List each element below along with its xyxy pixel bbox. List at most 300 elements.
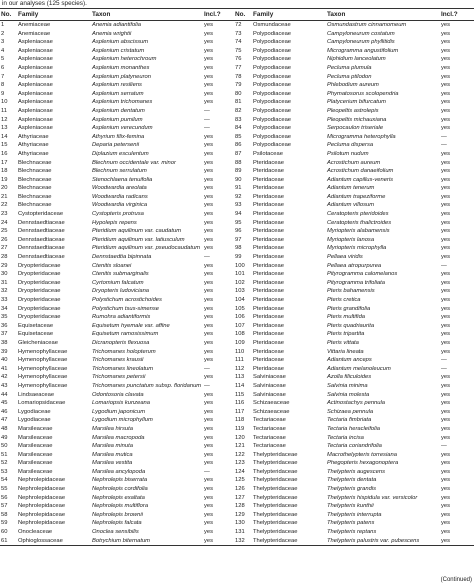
cell-taxon: Thelypteris reptans	[327, 529, 377, 536]
cell-taxon: Equisetum ramosissimum	[92, 331, 159, 338]
cell-family: Psilotaceae	[253, 150, 283, 157]
cell-family: Thelypteridaceae	[252, 537, 326, 546]
cell-included: yes	[204, 262, 214, 269]
cell-taxon: Asplenium verecundum	[92, 125, 153, 132]
cell-family: Salviniaceae	[253, 391, 286, 398]
cell-family: Athyriaceae	[18, 133, 49, 140]
cell-no: 19	[1, 176, 8, 183]
cell-family: Tectariaceae	[253, 417, 286, 424]
table-row	[0, 253, 474, 262]
cell-included: yes	[204, 460, 214, 467]
cell-no: 6	[1, 64, 5, 71]
cell-included: yes	[441, 503, 451, 510]
cell-taxon: Pityrogramma calomelanos	[327, 271, 398, 278]
cell-no: 7	[1, 73, 5, 80]
cell-included: yes	[204, 271, 214, 278]
cell-no: 83	[235, 116, 242, 123]
cell-included: —	[204, 468, 210, 475]
cell-family: Equisetaceae	[18, 322, 54, 329]
cell-family: Pteridaceae	[253, 245, 284, 252]
cell-included: yes	[441, 211, 451, 218]
cell-taxon: Schizaea pennula	[327, 408, 374, 415]
cell-included: yes	[204, 202, 214, 209]
col-header-no: No.	[0, 9, 17, 21]
cell-no: 41	[1, 365, 8, 372]
cell-included: yes	[204, 73, 214, 80]
cell-included: yes	[440, 537, 474, 546]
cell-family: Marsileaceae	[18, 468, 53, 475]
cell-taxon: Ctenitis sloanei	[92, 262, 132, 269]
cell-family: Pteridaceae	[253, 236, 284, 243]
cell-family: Pteridaceae	[253, 305, 284, 312]
cell-included: —	[441, 133, 447, 140]
table-row	[0, 476, 474, 485]
cell-included: yes	[204, 322, 214, 329]
cell-taxon: Adiantum tenerum	[327, 185, 375, 192]
cell-no: 103	[235, 288, 245, 295]
cell-family: Aspleniaceae	[18, 56, 53, 63]
cell-included: yes	[204, 47, 214, 54]
cell-included: yes	[441, 529, 451, 536]
cell-no: 37	[1, 331, 8, 338]
cell-family: Anemiaceae	[18, 22, 51, 28]
table-row	[0, 399, 474, 408]
cell-no: 26	[1, 236, 8, 243]
table-row	[0, 356, 474, 365]
cell-no: 110	[235, 348, 245, 355]
cell-included: yes	[204, 511, 214, 518]
cell-family: Aspleniaceae	[18, 116, 53, 123]
cell-family: Polypodiaceae	[253, 90, 292, 97]
cell-included: yes	[204, 314, 214, 321]
cell-family: Pteridaceae	[253, 297, 284, 303]
cell-no: 107	[235, 322, 245, 329]
cell-included: yes	[441, 451, 451, 458]
cell-family: Dryopteridaceae	[18, 297, 61, 303]
taxa-table	[0, 8, 474, 546]
cell-included: yes	[441, 82, 451, 89]
cell-taxon: Woodwardia radicans	[92, 193, 148, 200]
cell-family: Aspleniaceae	[18, 82, 53, 89]
cell-taxon: Anemia wrightii	[92, 30, 132, 37]
col-header-taxon: Taxon	[326, 9, 440, 21]
cell-included: yes	[441, 202, 451, 209]
cell-taxon: Pteridium aquilinum var. pseudocaudatum	[92, 245, 201, 252]
cell-family: Pteridaceae	[253, 185, 284, 192]
cell-family: Cystopteridaceae	[18, 211, 64, 218]
cell-taxon: Serpocaulon triseriale	[327, 125, 384, 132]
cell-family: Pteridaceae	[253, 219, 284, 226]
cell-included: yes	[204, 150, 214, 157]
cell-no: 47	[1, 417, 8, 424]
cell-no: 101	[235, 271, 245, 278]
cell-no: 118	[235, 417, 245, 424]
cell-included: yes	[441, 245, 451, 252]
cell-taxon: Pleopeltis astrolepis	[327, 107, 379, 114]
cell-no: 90	[235, 176, 242, 183]
cell-family: Polypodiaceae	[253, 133, 292, 140]
cell-included: yes	[441, 400, 451, 407]
cell-taxon: Dicranopteris flexuosa	[92, 339, 150, 346]
cell-included: yes	[441, 520, 451, 527]
table-row	[0, 502, 474, 511]
cell-family: Athyriaceae	[18, 150, 49, 157]
cell-no: 50	[1, 443, 8, 450]
cell-family: Dryopteridaceae	[18, 288, 61, 295]
cell-no: 88	[235, 159, 242, 166]
cell-included: yes	[441, 176, 451, 183]
cell-taxon: Polystichum tsus-simense	[92, 305, 160, 312]
cell-taxon: Microgramma heterophylla	[327, 133, 396, 140]
cell-taxon: Nephrolepis biserrata	[92, 477, 148, 484]
cell-no: 96	[235, 228, 242, 235]
cell-included: yes	[441, 511, 451, 518]
table-row	[0, 330, 474, 339]
cell-included: yes	[441, 288, 451, 295]
cell-no: 53	[1, 468, 8, 475]
cell-taxon: Adiantum villosum	[327, 202, 375, 209]
cell-no: 80	[235, 90, 242, 97]
cell-family: Dennstaedtiaceae	[18, 236, 65, 243]
cell-no: 117	[235, 408, 245, 415]
cell-family: Blechnaceae	[18, 176, 52, 183]
cell-taxon: Cyrtomium falcatum	[92, 279, 144, 286]
cell-taxon: Tectaria coriandrifolia	[327, 443, 382, 450]
cell-taxon: Marsilea vestita	[92, 460, 133, 467]
cell-family: Nephrolepidaceae	[18, 503, 66, 510]
cell-family: Equisetaceae	[18, 331, 54, 338]
cell-taxon: Marsilea ancylopoda	[92, 468, 146, 475]
cell-family: Lindsaeaceae	[18, 391, 55, 398]
cell-family: Pteridaceae	[253, 279, 284, 286]
cell-no: 91	[235, 185, 242, 192]
table-row	[0, 442, 474, 451]
cell-taxon: Macrothelypteris torresiana	[327, 451, 397, 458]
cell-taxon: Asplenium heterochroum	[92, 56, 157, 63]
cell-included: yes	[204, 451, 214, 458]
cell-taxon: Actinostachys pennula	[327, 400, 386, 407]
cell-family: Marsileaceae	[18, 425, 53, 432]
cell-family: Aspleniaceae	[18, 99, 53, 106]
cell-included: —	[204, 116, 210, 123]
cell-family: Pteridaceae	[253, 228, 284, 235]
cell-included: yes	[204, 159, 214, 166]
cell-included: yes	[204, 357, 214, 364]
cell-no: 95	[235, 219, 242, 226]
cell-taxon: Asplenium platyneuron	[92, 73, 151, 80]
table-row	[0, 38, 474, 47]
table-row	[0, 55, 474, 64]
cell-taxon: Pellaea viridis	[327, 254, 363, 261]
cell-included: yes	[441, 279, 451, 286]
table-row	[0, 227, 474, 236]
cell-family: Aspleniaceae	[18, 125, 53, 132]
cell-included: yes	[441, 314, 451, 321]
cell-taxon: Psilotum nudum	[327, 150, 369, 157]
cell-no: 98	[235, 245, 242, 252]
cell-taxon: Myriopteris lanosa	[327, 236, 375, 243]
cell-taxon: Trichomanes holopterum	[92, 348, 156, 355]
cell-family: Thelypteridaceae	[253, 477, 298, 484]
cell-no: 15	[1, 142, 8, 149]
cell-taxon: Polystichum acrostichoides	[92, 297, 162, 303]
cell-taxon: Pteris vittata	[327, 339, 359, 346]
cell-taxon: Nephrolepis multiflora	[92, 503, 149, 510]
cell-family: Thelypteridaceae	[253, 460, 298, 467]
cell-family: Pteridaceae	[253, 202, 284, 209]
cell-included: —	[441, 365, 447, 372]
cell-family: Thelypteridaceae	[253, 486, 298, 493]
cell-family: Pteridaceae	[253, 193, 284, 200]
cell-family: Ophioglossaceae	[17, 537, 91, 546]
cell-no: 39	[1, 348, 8, 355]
cell-included: yes	[204, 211, 214, 218]
cell-included: yes	[204, 400, 214, 407]
cell-taxon: Odontosoria clavata	[92, 391, 144, 398]
cell-included: yes	[204, 56, 214, 63]
cell-family: Gleicheniaceae	[18, 339, 58, 346]
cell-no: 48	[1, 425, 8, 432]
cell-family: Pteridaceae	[253, 314, 284, 321]
table-row	[0, 30, 474, 39]
cell-family: Marsileaceae	[18, 434, 53, 441]
cell-taxon: Pteridium aquilinum var. latiusculum	[92, 236, 185, 243]
cell-taxon: Pellaea atropurpurea	[327, 262, 382, 269]
cell-family: Marsileaceae	[18, 460, 53, 467]
table-row	[0, 519, 474, 528]
table-row	[0, 150, 474, 159]
cell-included: yes	[441, 159, 451, 166]
cell-family: Pteridaceae	[253, 365, 284, 372]
cell-taxon: Salvinia minima	[327, 382, 368, 389]
cell-no: 94	[235, 211, 242, 218]
cell-no: 84	[235, 125, 242, 132]
cell-taxon: Thelypteris patens	[327, 520, 375, 527]
cell-family: Nephrolepidaceae	[18, 494, 66, 501]
cell-taxon: Osmundastrum cinnamomeum	[327, 22, 407, 28]
table-row	[0, 408, 474, 417]
cell-included: yes	[204, 331, 214, 338]
cell-family: Polypodiaceae	[253, 64, 292, 71]
cell-family: Marsileaceae	[18, 451, 53, 458]
cell-taxon: Campyloneurum costatum	[327, 30, 395, 37]
cell-taxon: Blechnum occidentale var. minor	[92, 159, 176, 166]
cell-no: 112	[235, 365, 245, 372]
table-row	[0, 365, 474, 374]
cell-family: Thelypteridaceae	[253, 503, 298, 510]
cell-included: yes	[203, 537, 234, 546]
cell-family: Thelypteridaceae	[253, 520, 298, 527]
table-row	[0, 279, 474, 288]
cell-taxon: Anemia adiantifolia	[92, 22, 141, 28]
cell-no: 13	[1, 125, 8, 132]
cell-included: —	[204, 365, 210, 372]
cell-included: yes	[441, 331, 451, 338]
cell-taxon: Nephrolepis falcata	[92, 520, 142, 527]
cell-family: Dryopteridaceae	[18, 271, 61, 278]
cell-family: Salviniaceae	[253, 382, 286, 389]
cell-included: yes	[441, 374, 451, 381]
cell-family: Pteridaceae	[253, 348, 284, 355]
cell-included: yes	[441, 193, 451, 200]
cell-taxon: Diplazium esculentum	[92, 150, 149, 157]
cell-taxon: Thelypteris dentata	[327, 477, 377, 484]
cell-taxon: Trichomanes punctatum subsp. floridanum	[92, 382, 202, 389]
cell-included: yes	[441, 168, 451, 175]
cell-family: Polypodiaceae	[253, 142, 292, 149]
table-row	[0, 90, 474, 99]
col-header-family: Family	[252, 9, 326, 21]
cell-family: Aspleniaceae	[18, 39, 53, 46]
cell-taxon: Asplenium cristatum	[92, 47, 145, 54]
cell-no: 111	[235, 357, 244, 364]
cell-included: yes	[204, 503, 214, 510]
cell-taxon: Myriopteris alabamensis	[327, 228, 390, 235]
cell-no: 78	[235, 73, 242, 80]
table-row	[0, 416, 474, 425]
cell-family: Pteridaceae	[253, 331, 284, 338]
cell-no: 51	[1, 451, 8, 458]
table-row	[0, 537, 474, 546]
cell-no: 73	[235, 30, 242, 37]
cell-taxon: Ceratopteris pteridoides	[327, 211, 389, 218]
cell-no: 106	[235, 314, 245, 321]
table-row	[0, 425, 474, 434]
cell-family: Schizaeaceae	[253, 408, 290, 415]
cell-no: 28	[1, 254, 8, 261]
cell-taxon: Trichomanes lineolatum	[92, 365, 154, 372]
cell-family: Nephrolepidaceae	[18, 520, 66, 527]
cell-taxon: Pteris multifida	[327, 314, 366, 321]
cell-family: Thelypteridaceae	[253, 511, 298, 518]
cell-taxon: Ceratopteris thalictroides	[327, 219, 392, 226]
cell-included: yes	[441, 47, 451, 54]
cell-no: 25	[1, 228, 8, 235]
cell-family: Thelypteridaceae	[253, 451, 298, 458]
cell-included: yes	[204, 219, 214, 226]
table-row	[0, 528, 474, 537]
cell-no: 21	[1, 193, 8, 200]
col-header-family: Family	[17, 9, 91, 21]
cell-family: Blechnaceae	[18, 168, 52, 175]
cell-no: 54	[1, 477, 8, 484]
cell-no: 38	[1, 339, 8, 346]
cell-taxon: Thelypteris augescens	[327, 468, 385, 475]
cell-included: yes	[441, 73, 451, 80]
cell-no: 93	[235, 202, 242, 209]
cell-family: Aspleniaceae	[18, 90, 53, 97]
cell-no: 61	[0, 537, 17, 546]
cell-included: yes	[441, 271, 451, 278]
cell-no: 131	[235, 529, 245, 536]
cell-included: yes	[204, 142, 214, 149]
col-header-no: No.	[234, 9, 252, 21]
cell-included: yes	[204, 288, 214, 295]
cell-included: yes	[204, 348, 214, 355]
cell-included: yes	[204, 529, 214, 536]
cell-taxon: Blechnum serrulatum	[92, 168, 147, 175]
col-header-included: Incl.?	[440, 9, 474, 21]
cell-no: 102	[235, 279, 245, 286]
cell-family: Lygodiaceae	[18, 417, 51, 424]
table-row	[0, 511, 474, 520]
cell-taxon: Tectaria fimbriata	[327, 417, 372, 424]
cell-family: Dennstaedtiaceae	[18, 245, 65, 252]
cell-included: yes	[204, 486, 214, 493]
table-row	[0, 116, 474, 125]
cell-family: Pteridaceae	[253, 288, 284, 295]
table-row	[0, 193, 474, 202]
cell-taxon: Rumohra adiantiformis	[92, 314, 151, 321]
table-row	[0, 262, 474, 271]
cell-family: Polypodiaceae	[253, 56, 292, 63]
cell-taxon: Acrostichum danaeifolium	[327, 168, 394, 175]
cell-no: 76	[235, 56, 242, 63]
cell-taxon: Pecluma dispersa	[327, 142, 374, 149]
cell-included: yes	[441, 425, 451, 432]
cell-included: yes	[441, 348, 451, 355]
cell-included: yes	[441, 116, 451, 123]
cell-included: yes	[204, 39, 214, 46]
cell-family: Blechnaceae	[18, 193, 52, 200]
cell-family: Polypodiaceae	[253, 82, 292, 89]
cell-family: Athyriaceae	[18, 142, 49, 149]
cell-included: —	[441, 262, 447, 269]
cell-taxon: Niphidium lanceolatum	[327, 56, 386, 63]
table-row	[0, 184, 474, 193]
table-row	[0, 210, 474, 219]
cell-taxon: Ctenitis submarginalis	[92, 271, 149, 278]
cell-no: 31	[1, 279, 8, 286]
table-row	[0, 485, 474, 494]
cell-no: 9	[1, 90, 5, 97]
table-row	[0, 236, 474, 245]
cell-included: yes	[204, 417, 214, 424]
cell-family: Aspleniaceae	[18, 64, 53, 71]
cell-no: 97	[235, 236, 242, 243]
cell-no: 35	[1, 314, 8, 321]
cell-taxon: Lygodium microphyllum	[92, 417, 153, 424]
cell-included: yes	[441, 228, 451, 235]
cell-taxon: Marsilea hirsuta	[92, 425, 133, 432]
cell-family: Polypodiaceae	[253, 99, 292, 106]
cell-no: 123	[235, 460, 245, 467]
cell-taxon: Phymatosorus scolopendria	[327, 90, 399, 97]
table-row	[0, 322, 474, 331]
cell-included: yes	[204, 30, 214, 37]
cell-no: 125	[235, 477, 245, 484]
header-row	[0, 9, 474, 21]
cell-family: Polypodiaceae	[253, 73, 292, 80]
cell-family: Anemiaceae	[18, 30, 51, 37]
table-row	[0, 287, 474, 296]
cell-included: yes	[441, 219, 451, 226]
cell-no: 3	[1, 39, 5, 46]
cell-included: yes	[441, 30, 451, 37]
cell-family: Dryopteridaceae	[18, 305, 61, 312]
continued-note: (Continued)	[440, 577, 472, 583]
table-row	[0, 47, 474, 56]
cell-family: Tectariaceae	[253, 443, 286, 450]
cell-included: yes	[204, 494, 214, 501]
cell-included: yes	[204, 339, 214, 346]
cell-included: yes	[204, 228, 214, 235]
table-row	[0, 107, 474, 116]
cell-family: Aspleniaceae	[18, 73, 53, 80]
cell-included: yes	[204, 443, 214, 450]
cell-included: yes	[204, 133, 214, 140]
cell-family: Dennstaedtiaceae	[18, 219, 65, 226]
